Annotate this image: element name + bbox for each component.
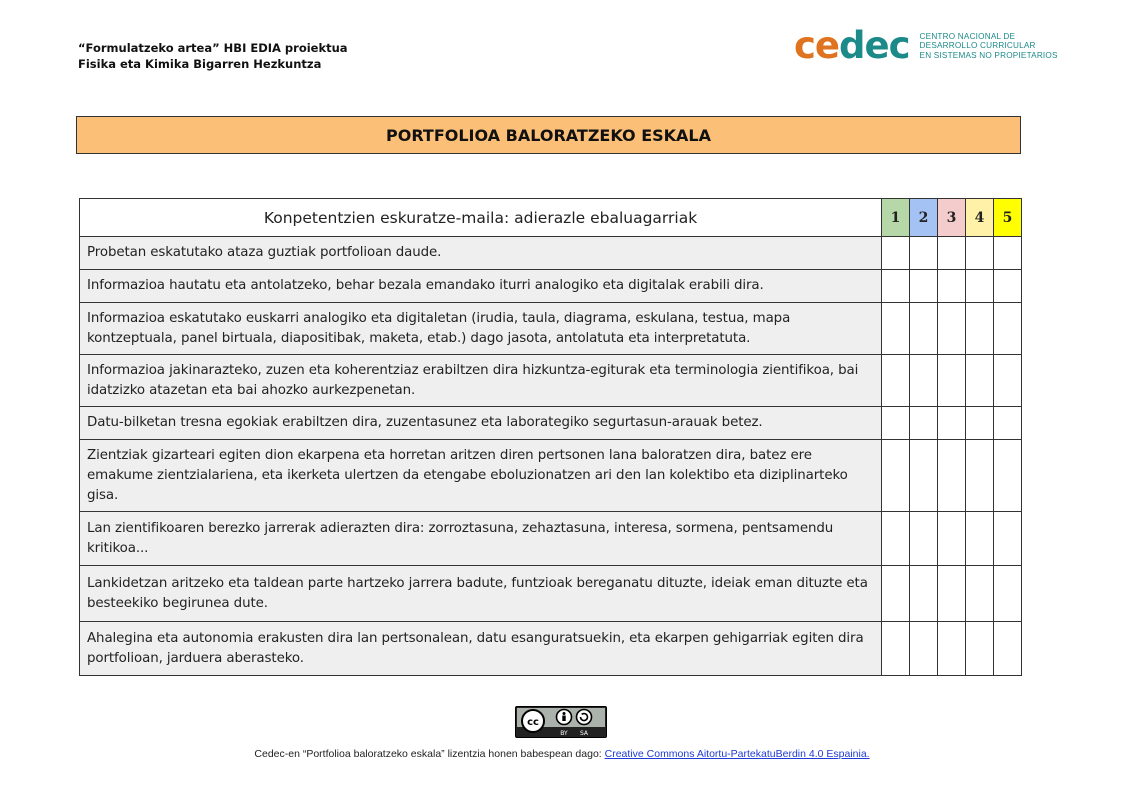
svg-text:SA: SA [579,730,589,737]
rating-cell[interactable] [994,355,1022,407]
subject-title: Fisika eta Kimika Bigarren Hezkuntza [78,57,322,71]
rating-cell[interactable] [910,270,938,303]
rating-cell[interactable] [966,407,994,440]
rating-cell[interactable] [938,407,966,440]
rating-cell[interactable] [882,440,910,512]
table-header-row [80,199,1022,237]
rating-cell[interactable] [938,237,966,270]
criteria-row [80,270,1022,303]
cedec-logo-subtitle: CENTRO NACIONAL DE DESARROLLO CURRICULAR EN SISTEMAS NO PROPIETARIOS [919,31,1058,60]
rating-cell[interactable] [938,440,966,512]
cc-by-sa-badge[interactable] [515,706,607,738]
criteria-row [80,566,1022,622]
level-header: 2 [910,199,938,237]
cedec-logo-word: cedec [794,24,910,67]
rating-cell[interactable] [938,270,966,303]
rating-cell[interactable] [882,303,910,355]
rating-cell[interactable] [994,566,1022,622]
rating-cell[interactable] [910,566,938,622]
rating-cell[interactable] [910,512,938,566]
rating-cell[interactable] [910,237,938,270]
license-footer [0,748,1124,760]
criteria-text: Informazioa jakinarazteko, zuzen eta koherentziaz erabiltzen dira hizkuntza-egiturak eta terminologia zientifikoa, bai idatzizko atazetan eta bai ahozko aurkezpenetan. [80,355,882,407]
cedec-logo [794,26,1058,66]
criteria-text: Zientziak gizarteari egiten dion ekarpena eta horretan aritzen diren pertsonen lana baloratzen dira, batez ere emakume zientzialariena, eta ikerketa ulertzen da etengabe eboluzionatzen ari den lan kolektibo eta diziplinarteko gisa. [80,440,882,512]
rating-cell[interactable] [882,237,910,270]
criteria-row [80,440,1022,512]
level-header: 4 [966,199,994,237]
rating-cell[interactable] [910,440,938,512]
rating-cell[interactable] [994,622,1022,676]
rating-cell[interactable] [938,566,966,622]
rating-cell[interactable] [882,355,910,407]
rating-cell[interactable] [994,270,1022,303]
criteria-text: Informazioa hautatu eta antolatzeko, behar bezala emandako iturri analogiko eta digitalak erabili dira. [80,270,882,303]
rating-cell[interactable] [910,622,938,676]
project-title: “Formulatzeko artea” HBI EDIA proiektua [78,41,348,55]
level-header: 5 [994,199,1022,237]
rating-cell[interactable] [938,512,966,566]
criteria-row [80,355,1022,407]
svg-text:BY: BY [560,730,568,737]
rating-cell[interactable] [882,407,910,440]
license-text: Cedec-en “Portfolioa baloratzeko eskala” lizentzia honen babespean dago: [254,748,605,760]
document-header [78,40,348,72]
rating-cell[interactable] [994,303,1022,355]
rating-cell[interactable] [966,355,994,407]
criteria-text: Ahalegina eta autonomia erakusten dira lan pertsonalean, datu esanguratsuekin, eta ekarpen gehigarriak egiten dira portfolioan, jarduera aberasteko. [80,622,882,676]
level-header: 1 [882,199,910,237]
rating-cell[interactable] [938,622,966,676]
criteria-row [80,407,1022,440]
rating-cell[interactable] [966,237,994,270]
page-title: PORTFOLIOA BALORATZEKO ESKALA [76,116,1021,154]
rating-cell[interactable] [966,622,994,676]
criteria-text: Lankidetzan aritzeko eta taldean parte hartzeko jarrera badute, funtzioak bereganatu dituzte, ideiak eman dituzte eta besteekiko begirunea dute. [80,566,882,622]
rating-cell[interactable] [910,303,938,355]
rating-cell[interactable] [994,237,1022,270]
criteria-header: Konpetentzien eskuratze-maila: adierazle ebaluagarriak [80,199,882,237]
criteria-text: Informazioa eskatutako euskarri analogiko eta digitaletan (irudia, taula, diagrama, eskulana, testua, mapa kontzeptuala, panel birtuala, diapositibak, maketa, etab.) dago jasota, antolatuta eta interpretatuta. [80,303,882,355]
criteria-row [80,622,1022,676]
cc-license-icon [516,707,606,737]
rating-cell[interactable] [882,566,910,622]
rating-cell[interactable] [910,407,938,440]
criteria-row [80,303,1022,355]
rating-cell[interactable] [966,303,994,355]
rating-cell[interactable] [966,512,994,566]
rating-cell[interactable] [966,566,994,622]
criteria-row [80,237,1022,270]
rating-cell[interactable] [882,622,910,676]
rating-cell[interactable] [994,512,1022,566]
rating-cell[interactable] [882,270,910,303]
criteria-text: Lan zientifikoaren berezko jarrerak adierazten dira: zorroztasuna, zehaztasuna, interesa, sormena, pentsamendu kritikoa... [80,512,882,566]
license-link[interactable]: Creative Commons Aitortu-PartekatuBerdin 4.0 Espainia. [604,748,870,760]
rating-cell[interactable] [938,355,966,407]
rating-cell[interactable] [994,440,1022,512]
criteria-text: Datu-bilketan tresna egokiak erabiltzen dira, zuzentasunez eta laborategiko segurtasun-arauak betez. [80,407,882,440]
rating-cell[interactable] [966,270,994,303]
rating-cell[interactable] [910,355,938,407]
svg-text:cc: cc [527,717,539,728]
criteria-row [80,512,1022,566]
rating-cell[interactable] [882,512,910,566]
rating-cell[interactable] [966,440,994,512]
rating-cell[interactable] [994,407,1022,440]
rating-cell[interactable] [938,303,966,355]
criteria-text: Probetan eskatutako ataza guztiak portfolioan daude. [80,237,882,270]
level-header: 3 [938,199,966,237]
rating-scale-table [79,198,1022,676]
